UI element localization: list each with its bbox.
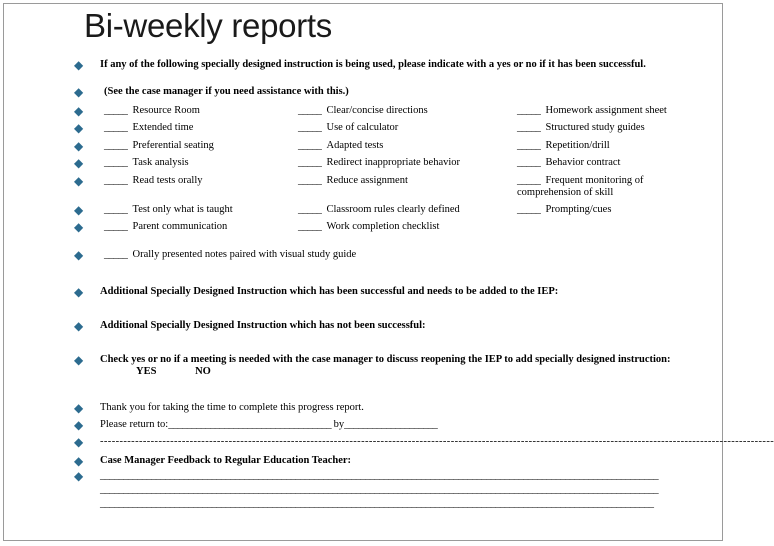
- option-label: Test only what is taught: [132, 204, 233, 215]
- blank-line: _____: [517, 122, 541, 133]
- assistance-row: [100, 86, 700, 98]
- option-label: Repetition/drill: [545, 140, 610, 151]
- additional-successful-text: Additional Specially Designed Instruction which has been successful and needs to be added to the IEP:: [100, 286, 559, 297]
- bullet-icon: [74, 420, 83, 430]
- bullet-icon: [74, 222, 83, 232]
- return-name-line: ___________________________________: [168, 419, 331, 430]
- blank-line: _____: [104, 157, 128, 168]
- bullet-icon: [74, 321, 83, 331]
- additional-not-successful-row: [100, 320, 700, 332]
- feedback-label-row: [100, 455, 700, 467]
- dotted-separator-row: [100, 436, 774, 448]
- option-label: Homework assignment sheet: [545, 105, 667, 116]
- blank-line: _____: [298, 204, 322, 215]
- option-label: Resource Room: [132, 105, 200, 116]
- option-label: Prompting/cues: [545, 204, 612, 215]
- bullet-icon: [74, 456, 83, 466]
- blank-line: _____: [104, 249, 128, 260]
- blank-line: _____: [298, 175, 322, 186]
- option-label: Use of calculator: [326, 122, 399, 133]
- feedback-line: _______________________________________________________________________________________________________________________: [100, 498, 654, 509]
- no-option: NO: [195, 366, 211, 377]
- feedback-label: Case Manager Feedback to Regular Education Teacher:: [100, 455, 352, 466]
- feedback-line: ________________________________________________________________________________________________________________________: [100, 470, 659, 481]
- bullet-icon: [74, 176, 83, 186]
- bullet-icon: [74, 106, 83, 116]
- bullet-icon: [74, 355, 83, 365]
- return-by-label: by: [333, 419, 345, 430]
- option-label: Classroom rules clearly defined: [326, 204, 460, 215]
- option-label: Reduce assignment: [326, 175, 408, 186]
- blank-line: _____: [104, 175, 128, 186]
- instruction-row: [100, 59, 700, 71]
- blank-line: _____: [298, 105, 322, 116]
- blank-line: _____: [104, 221, 128, 232]
- return-label: Please return to:: [100, 419, 169, 430]
- blank-line: _____: [298, 122, 322, 133]
- bullet-icon: [74, 250, 83, 260]
- option-label: Frequent monitoring of comprehension of skill: [517, 175, 644, 198]
- option-label: Task analysis: [132, 157, 189, 168]
- bullet-icon: [74, 141, 83, 151]
- option-label: Parent communication: [132, 221, 228, 232]
- bullet-icon: [74, 287, 83, 297]
- blank-line: _____: [517, 157, 541, 168]
- blank-line: _____: [104, 140, 128, 151]
- bullet-icon: [74, 205, 83, 215]
- option-label: Clear/concise directions: [326, 105, 428, 116]
- option-label: Read tests orally: [132, 175, 203, 186]
- blank-line: _____: [517, 105, 541, 116]
- additional-not-successful-text: Additional Specially Designed Instruction which has not been successful:: [100, 320, 426, 331]
- bullet-icon: [74, 403, 83, 413]
- option-label: Orally presented notes paired with visual study guide: [132, 249, 357, 260]
- meeting-row: [100, 354, 675, 378]
- yes-option: YES: [136, 366, 157, 377]
- assistance-text: (See the case manager if you need assistance with this.): [104, 86, 349, 97]
- thank-you-text: Thank you for taking the time to complete this progress report.: [100, 402, 364, 413]
- blank-line: _____: [104, 204, 128, 215]
- option-label: Structured study guides: [545, 122, 645, 133]
- instruction-text: If any of the following specially designed instruction is being used, please indicate with a yes or no if it has been successful.: [100, 59, 646, 70]
- meeting-text: Check yes or no if a meeting is needed with the case manager to discuss reopening the IEP to add specially designed instruction:: [100, 354, 671, 365]
- feedback-line: ________________________________________________________________________________________________________________________: [100, 484, 659, 495]
- blank-line: _____: [104, 122, 128, 133]
- blank-line: _____: [298, 157, 322, 168]
- option-label: Adapted tests: [326, 140, 384, 151]
- option-label: Redirect inappropriate behavior: [326, 157, 461, 168]
- bullet-icon: [74, 471, 83, 481]
- option-label: Behavior contract: [545, 157, 621, 168]
- blank-line: _____: [298, 221, 322, 232]
- additional-successful-row: [100, 286, 700, 298]
- feedback-lines: [100, 470, 684, 510]
- option-label: Work completion checklist: [326, 221, 440, 232]
- bullet-icon: [74, 158, 83, 168]
- bullet-icon: [74, 437, 83, 447]
- blank-line: _____: [298, 140, 322, 151]
- blank-line: _____: [517, 204, 541, 215]
- blank-line: _____: [517, 175, 541, 186]
- option-label: Extended time: [132, 122, 194, 133]
- return-row: [100, 419, 700, 431]
- bullet-icon: [74, 87, 83, 97]
- page-title: Bi-weekly reports: [84, 7, 332, 44]
- blank-line: _____: [104, 105, 128, 116]
- blank-line: _____: [517, 140, 541, 151]
- return-date-line: ____________________: [344, 419, 438, 430]
- option-label: Preferential seating: [132, 140, 214, 151]
- dotted-separator: -----------------------------------------------------------------------------------------------------------------------------------------------------------------------------: [100, 436, 774, 447]
- bullet-icon: [74, 123, 83, 133]
- bullet-icon: [74, 60, 83, 70]
- thank-you-row: [100, 402, 700, 414]
